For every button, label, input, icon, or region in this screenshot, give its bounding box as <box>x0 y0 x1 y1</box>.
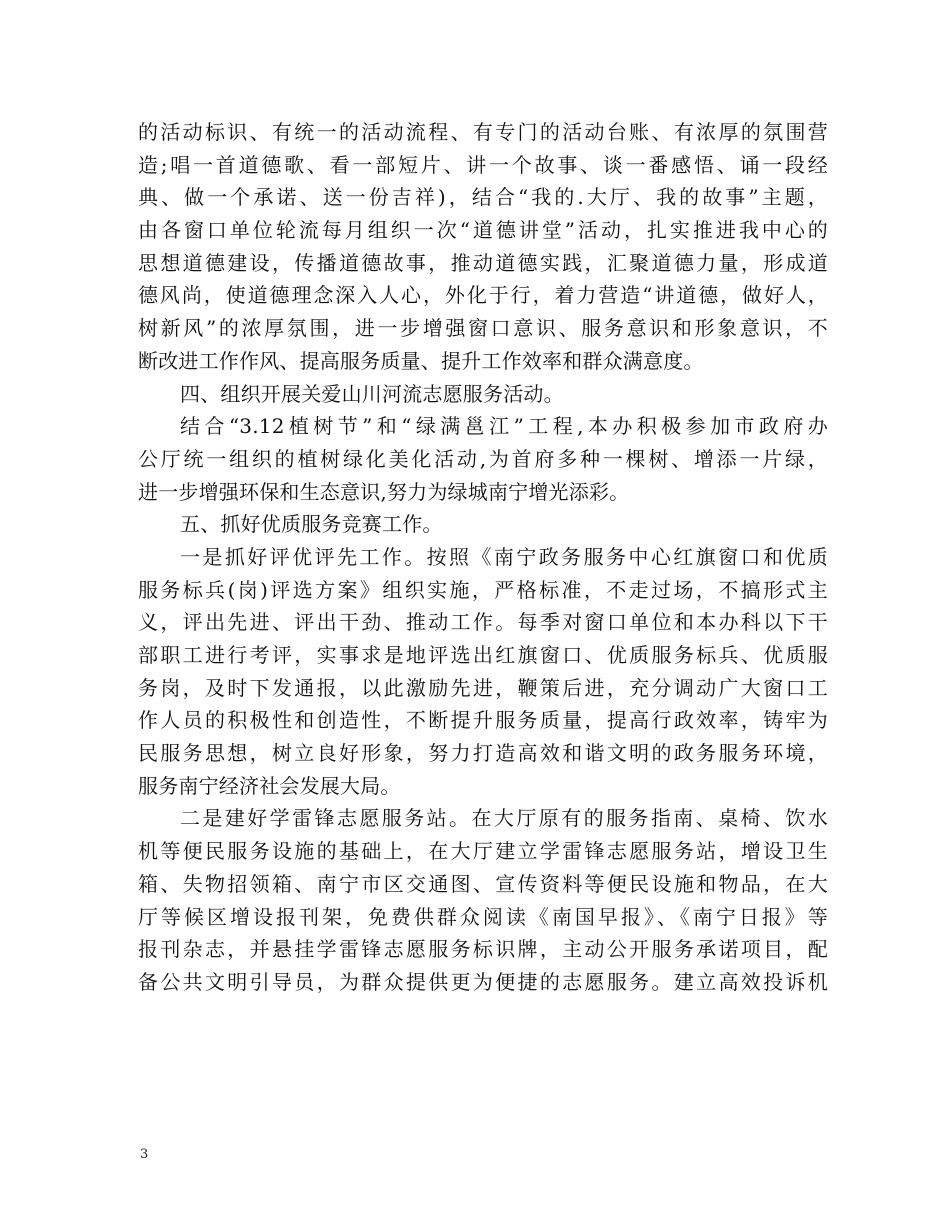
text-line: 德风尚，使道德理念深入人心，外化于行，着力营造“讲道德，做好人， <box>138 283 828 308</box>
text-line: 一是抓好评优评先工作。按照《南宁政务服务中心红旗窗口和优质 <box>180 544 828 569</box>
body-text <box>138 116 828 999</box>
text-line: 服务南宁经济社会发展大局。 <box>138 773 401 798</box>
section-heading: 四、组织开展关爱山川河流志愿服务活动。 <box>180 381 564 406</box>
text-line: 机等便民服务设施的基础上，在大厅建立学雷锋志愿服务站，增设卫生 <box>138 839 828 864</box>
text-line: 典、做一个承诺、送一份吉祥)，结合“我的.大厅、我的故事”主题， <box>138 185 828 210</box>
text-line: 义，评出先进、评出干劲、推动工作。每季对窗口单位和本办科以下干 <box>138 610 828 635</box>
text-line: 树新风”的浓厚氛围，进一步增强窗口意识、服务意识和形象意识，不 <box>138 316 828 341</box>
text-line: 服务标兵(岗)评选方案》组织实施，严格标准，不走过场，不搞形式主 <box>138 577 828 602</box>
text-line: 的活动标识、有统一的活动流程、有专门的活动台账、有浓厚的氛围营 <box>138 120 828 144</box>
text-line: 务岗，及时下发通报，以此激励先进，鞭策后进，充分调动广大窗口工 <box>138 675 828 700</box>
text-line: 思想道德建设，传播道德故事，推动道德实践，汇聚道德力量，形成道 <box>138 250 828 275</box>
text-line: 二是建好学雷锋志愿服务站。在大厅原有的服务指南、桌椅、饮水 <box>180 806 828 831</box>
page-number: 3 <box>140 1147 149 1162</box>
text-line: 作人员的积极性和创造性，不断提升服务质量，提高行政效率，铸牢为 <box>138 708 828 733</box>
text-line: 造;唱一首道德歌、看一部短片、讲一个故事、谈一番感悟、诵一段经 <box>138 152 828 177</box>
text-line: 民服务思想，树立良好形象，努力打造高效和谐文明的政务服务环境， <box>138 741 828 766</box>
text-line: 厅等候区增设报刊架，免费供群众阅读《南国早报》、《南宁日报》等 <box>138 904 828 929</box>
text-line: 箱、失物招领箱、南宁市区交通图、宣传资料等便民设施和物品，在大 <box>138 871 828 896</box>
text-line: 报刊杂志，并悬挂学雷锋志愿服务标识牌，主动公开服务承诺项目，配 <box>138 937 828 962</box>
section-heading: 五、抓好优质服务竞赛工作。 <box>180 512 443 537</box>
text-line: 结合“3.12植树节”和“绿满邕江”工程,本办积极参加市政府办 <box>180 414 828 439</box>
text-line: 备公共文明引导员，为群众提供更为便捷的志愿服务。建立高效投诉机 <box>138 969 828 994</box>
text-line: 部职工进行考评，实事求是地评选出红旗窗口、优质服务标兵、优质服 <box>138 643 828 667</box>
text-line: 进一步增强环保和生态意识,努力为绿城南宁增光添彩。 <box>138 479 630 504</box>
text-line: 公厅统一组织的植树绿化美化活动,为首府多种一棵树、增添一片绿， <box>138 446 828 471</box>
text-line: 由各窗口单位轮流每月组织一次“道德讲堂”活动，扎实推进我中心的 <box>138 218 828 243</box>
text-line: 断改进工作作风、提高服务质量、提升工作效率和群众满意度。 <box>138 348 704 373</box>
